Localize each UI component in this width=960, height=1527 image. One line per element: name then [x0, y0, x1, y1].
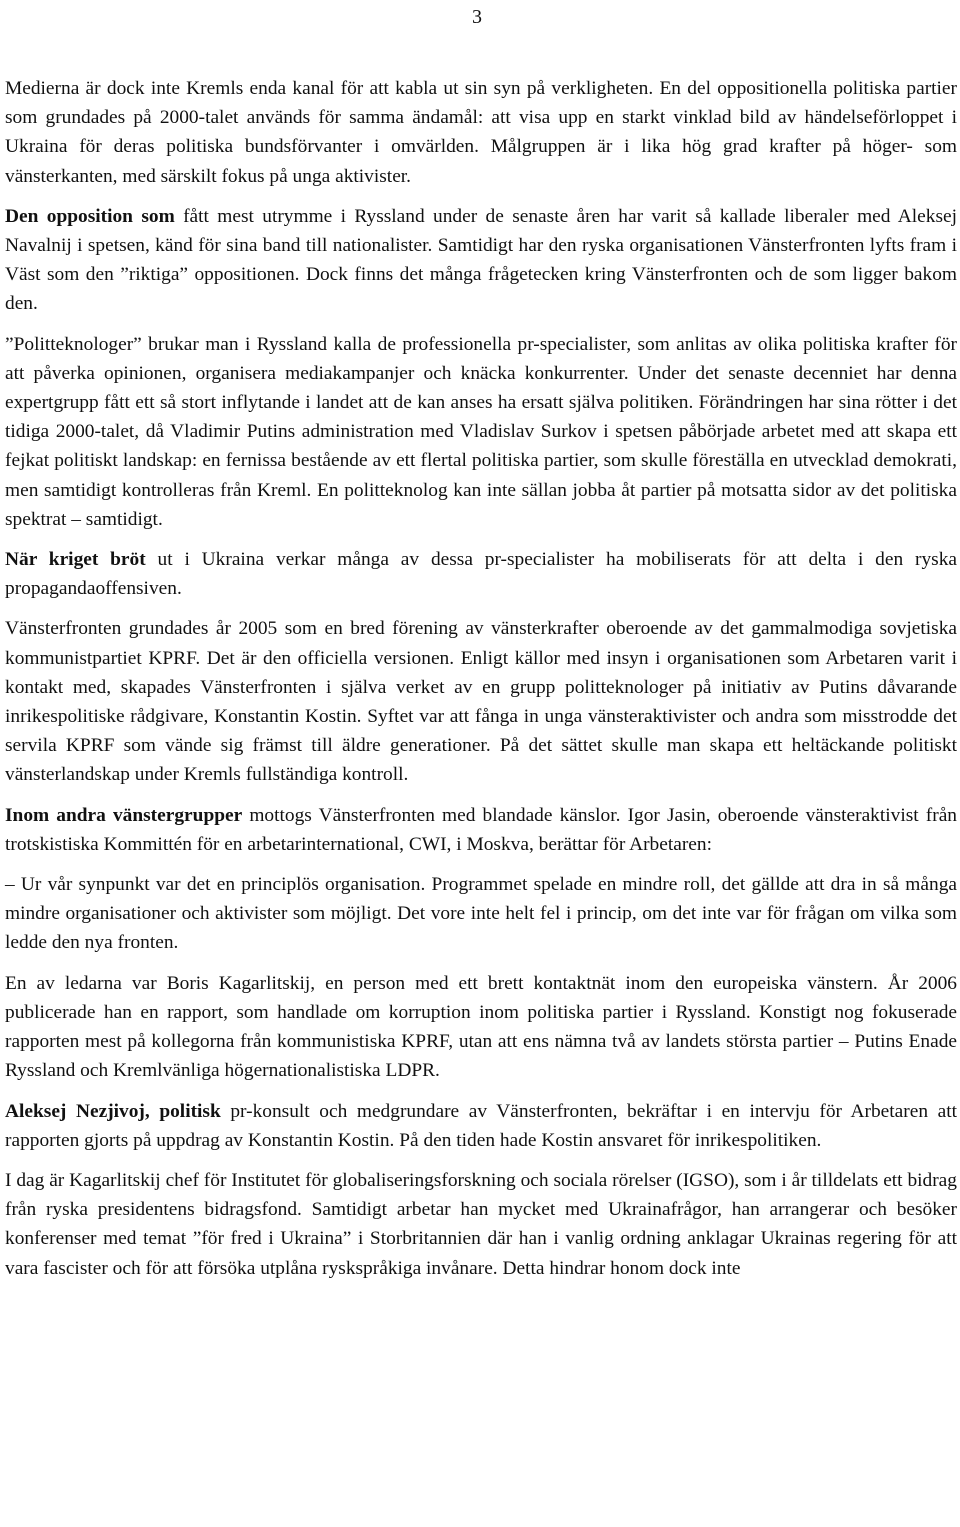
paragraph-nezjivoj — [5, 1097, 957, 1155]
paragraph-war — [5, 545, 957, 603]
paragraph-text: Medierna är dock inte Kremls enda kanal för att kabla ut sin syn på verkligheten. En del oppositionella politiska partier som grundades på 2000-talet används för samma ändamål: att visa upp en starkt vinklad bild av händelseförloppet i Ukraina för deras politiska bundsförvanter i omvärlden. Målgruppen är i lika hög grad krafter på höger- som vänsterkanten, med särskilt fokus på unga aktivister. — [5, 78, 957, 187]
paragraph-opposition — [5, 202, 957, 319]
paragraph-text: mottogs Vänsterfronten med blandade känslor. Igor Jasin, oberoende vänsteraktivist från trotskistiska Kommittén för en arbetarinternational, CWI, i Moskva, berättar för Arbetaren: — [5, 804, 957, 855]
paragraph-text: fått mest utrymme i Ryssland under de senaste åren har varit så kallade liberaler med Aleksej Navalnij i spetsen, känd för sina band till nationalister. Samtidigt har den ryska organisationen Vänsterfronten lyfts fram i Väst som den ”riktiga” oppositionen. Dock finns det många frågetecken kring Vänsterfronten och de som ligger bakom den. — [5, 205, 957, 315]
paragraph-media-channels — [5, 74, 957, 191]
paragraph-politteknologer — [5, 330, 957, 534]
paragraph-quote-jasin — [5, 870, 957, 958]
paragraph-text: – Ur vår synpunkt var det en principlös organisation. Programmet spelade en mindre roll, det gällde att dra in så många mindre organisationer och aktivister som möjligt. Det vore inte helt fel i princip, om det inte var för frågan om vilka som ledde den nya fronten. — [5, 874, 957, 954]
paragraph-vansterfronten-founding — [5, 614, 957, 789]
paragraph-lead: Den opposition som — [5, 205, 175, 227]
paragraph-lead: När kriget bröt — [5, 549, 146, 571]
paragraph-text: ut i Ukraina verkar många av dessa pr-specialister ha mobiliserats för att delta i den ryska propagandaoffensiven. — [5, 549, 958, 600]
paragraph-text: Vänsterfronten grundades år 2005 som en bred förening av vänsterkrafter oberoende av det gammalmodiga sovjetiska kommunistpartiet KPRF. Det är den officiella versionen. Enligt källor med insyn i organisationen som Arbetaren varit i kontakt med, skapades Vänsterfronten i själva verket av en grupp politteknologer på initiativ av Putins dåvarande inrikespolitiske rådgivare, Konstantin Kostin. Syftet var att fånga in unga vänsteraktivister och andra som misstrodde det servila KPRF som vände sig främst till äldre generationer. På det sättet skulle man skapa ett heltäckande politiskt vänsterlandskap under Kremls fullständiga kontroll. — [5, 618, 957, 786]
paragraph-lead: Inom andra vänstergrupper — [5, 804, 243, 826]
paragraph-text: pr-konsult och medgrundare av Vänsterfronten, bekräftar i en intervju för Arbetaren att rapporten gjorts på uppdrag av Konstantin Kostin. På den tiden hade Kostin ansvaret för inrikespolitiken. — [5, 1100, 957, 1151]
page-number: 3 — [472, 6, 482, 28]
paragraph-text: ”Politteknologer” brukar man i Ryssland kalla de professionella pr-specialister, som anlitas av olika politiska krafter för att påverka opinionen, organisera mediakampanjer och knäcka konkurrenter. Under det senaste decenniet har denna expertgrupp fått ett så stort inflytande i landet att de kan anses ha ersatt själva politiken. Förändringen har sina rötter i det tidiga 2000-talet, då Vladimir Putins administration med Vladislav Surkov i spetsen påbörjade arbetet med att skapa ett fejkat politiskt landskap: en fernissa bestående av ett flertal politiska partier, som skulle föreställa en utvecklad demokrati, men samtidigt kontrolleras från Kreml. En politteknolog kan inte sällan jobba åt partier på motsatta sidor av det politiska spektrat – samtidigt. — [5, 333, 957, 530]
paragraph-igso — [5, 1166, 957, 1283]
paragraph-text: En av ledarna var Boris Kagarlitskij, en person med ett brett kontaktnät inom den europeiska vänstern. År 2006 publicerade han en rapport, som handlade om korruption inom politiska partier i Ryssland. Konstigt nog fokuserade rapporten mest på kollegorna från kommunistiska KPRF, utan att ens nämna två av landets största partier – Putins Enade Ryssland och Kremlvänliga högernationalistiska LDPR. — [5, 972, 957, 1082]
paragraph-lead: Aleksej Nezjivoj, politisk — [5, 1100, 221, 1122]
paragraph-other-groups — [5, 801, 957, 859]
paragraph-kagarlitskij-report — [5, 969, 957, 1086]
article-body — [5, 74, 957, 1294]
paragraph-text: I dag är Kagarlitskij chef för Institutet för globaliseringsforskning och sociala rörelser (IGSO), som i år tilldelats ett bidrag från ryska presidentens bidragsfond. Samtidigt arbetar han mycket med Ukrainafrågor, han arrangerar och besöker konferenser med temat ”för fred i Ukraina” i Storbritannien där han i vanlig ordning anklagar Ukrainas regering för att vara fascister och för att försöka utplåna ryskspråkiga invånare. Detta hindrar honom dock inte — [5, 1169, 957, 1279]
